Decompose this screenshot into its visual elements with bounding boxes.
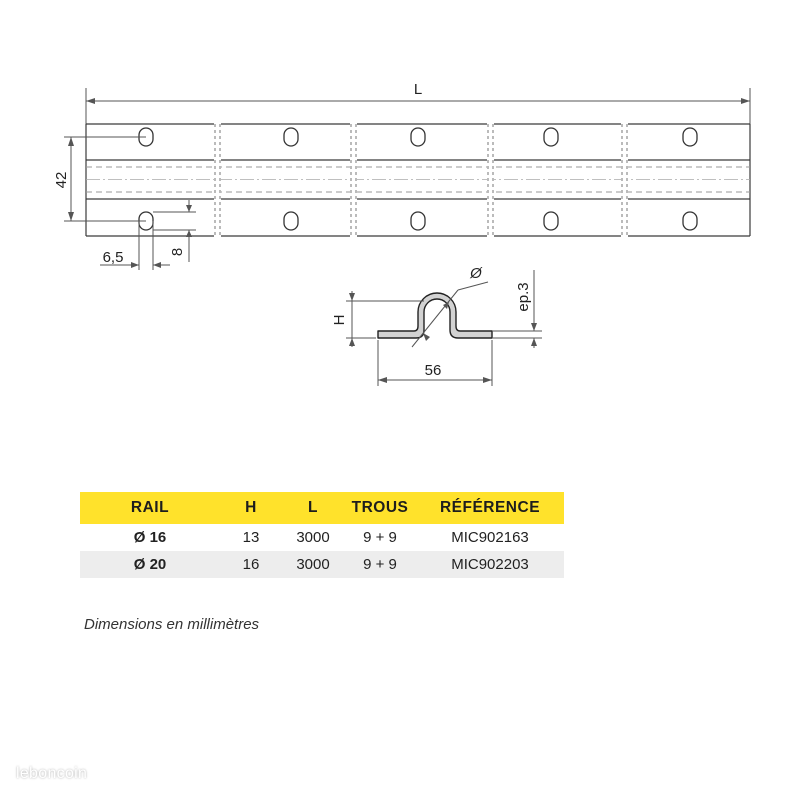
rail-holes	[139, 128, 697, 230]
cell-h: 13	[242, 529, 260, 546]
header-trous: TROUS	[344, 492, 416, 524]
hole-pitch-label: 8	[169, 247, 186, 257]
cell-reference: MIC902163	[451, 529, 529, 546]
profile-width-label: 56	[424, 362, 442, 379]
height-label: 42	[53, 171, 70, 189]
cell-rail: Ø 16	[133, 529, 167, 546]
rail-profile	[378, 293, 492, 338]
header-l: L	[282, 492, 344, 524]
cell-trous: 9 + 9	[363, 529, 397, 546]
length-label: L	[413, 81, 423, 98]
profile-height-label: H	[331, 314, 348, 326]
thickness-label: ep.3	[515, 282, 532, 312]
header-h: H	[220, 492, 282, 524]
watermark: leboncoin	[16, 765, 88, 782]
header-rail: RAIL	[80, 492, 220, 524]
table-header-row	[80, 492, 564, 524]
spec-table	[80, 492, 564, 578]
profile-dimensions	[346, 270, 542, 386]
cell-h: 16	[220, 551, 282, 578]
diameter-label: Ø	[470, 265, 482, 282]
height-dimension	[64, 137, 146, 221]
cell-l: 3000	[296, 529, 330, 546]
cell-reference: MIC902203	[416, 551, 564, 578]
cell-rail: Ø 20	[80, 551, 220, 578]
header-reference: RÉFÉRENCE	[416, 492, 564, 524]
cell-l: 3000	[282, 551, 344, 578]
cell-trous: 9 + 9	[344, 551, 416, 578]
table-row	[80, 524, 564, 551]
table-row	[80, 551, 564, 578]
hole-offset-label: 6,5	[102, 249, 124, 266]
dimensions-note: Dimensions en millimètres	[84, 616, 260, 633]
